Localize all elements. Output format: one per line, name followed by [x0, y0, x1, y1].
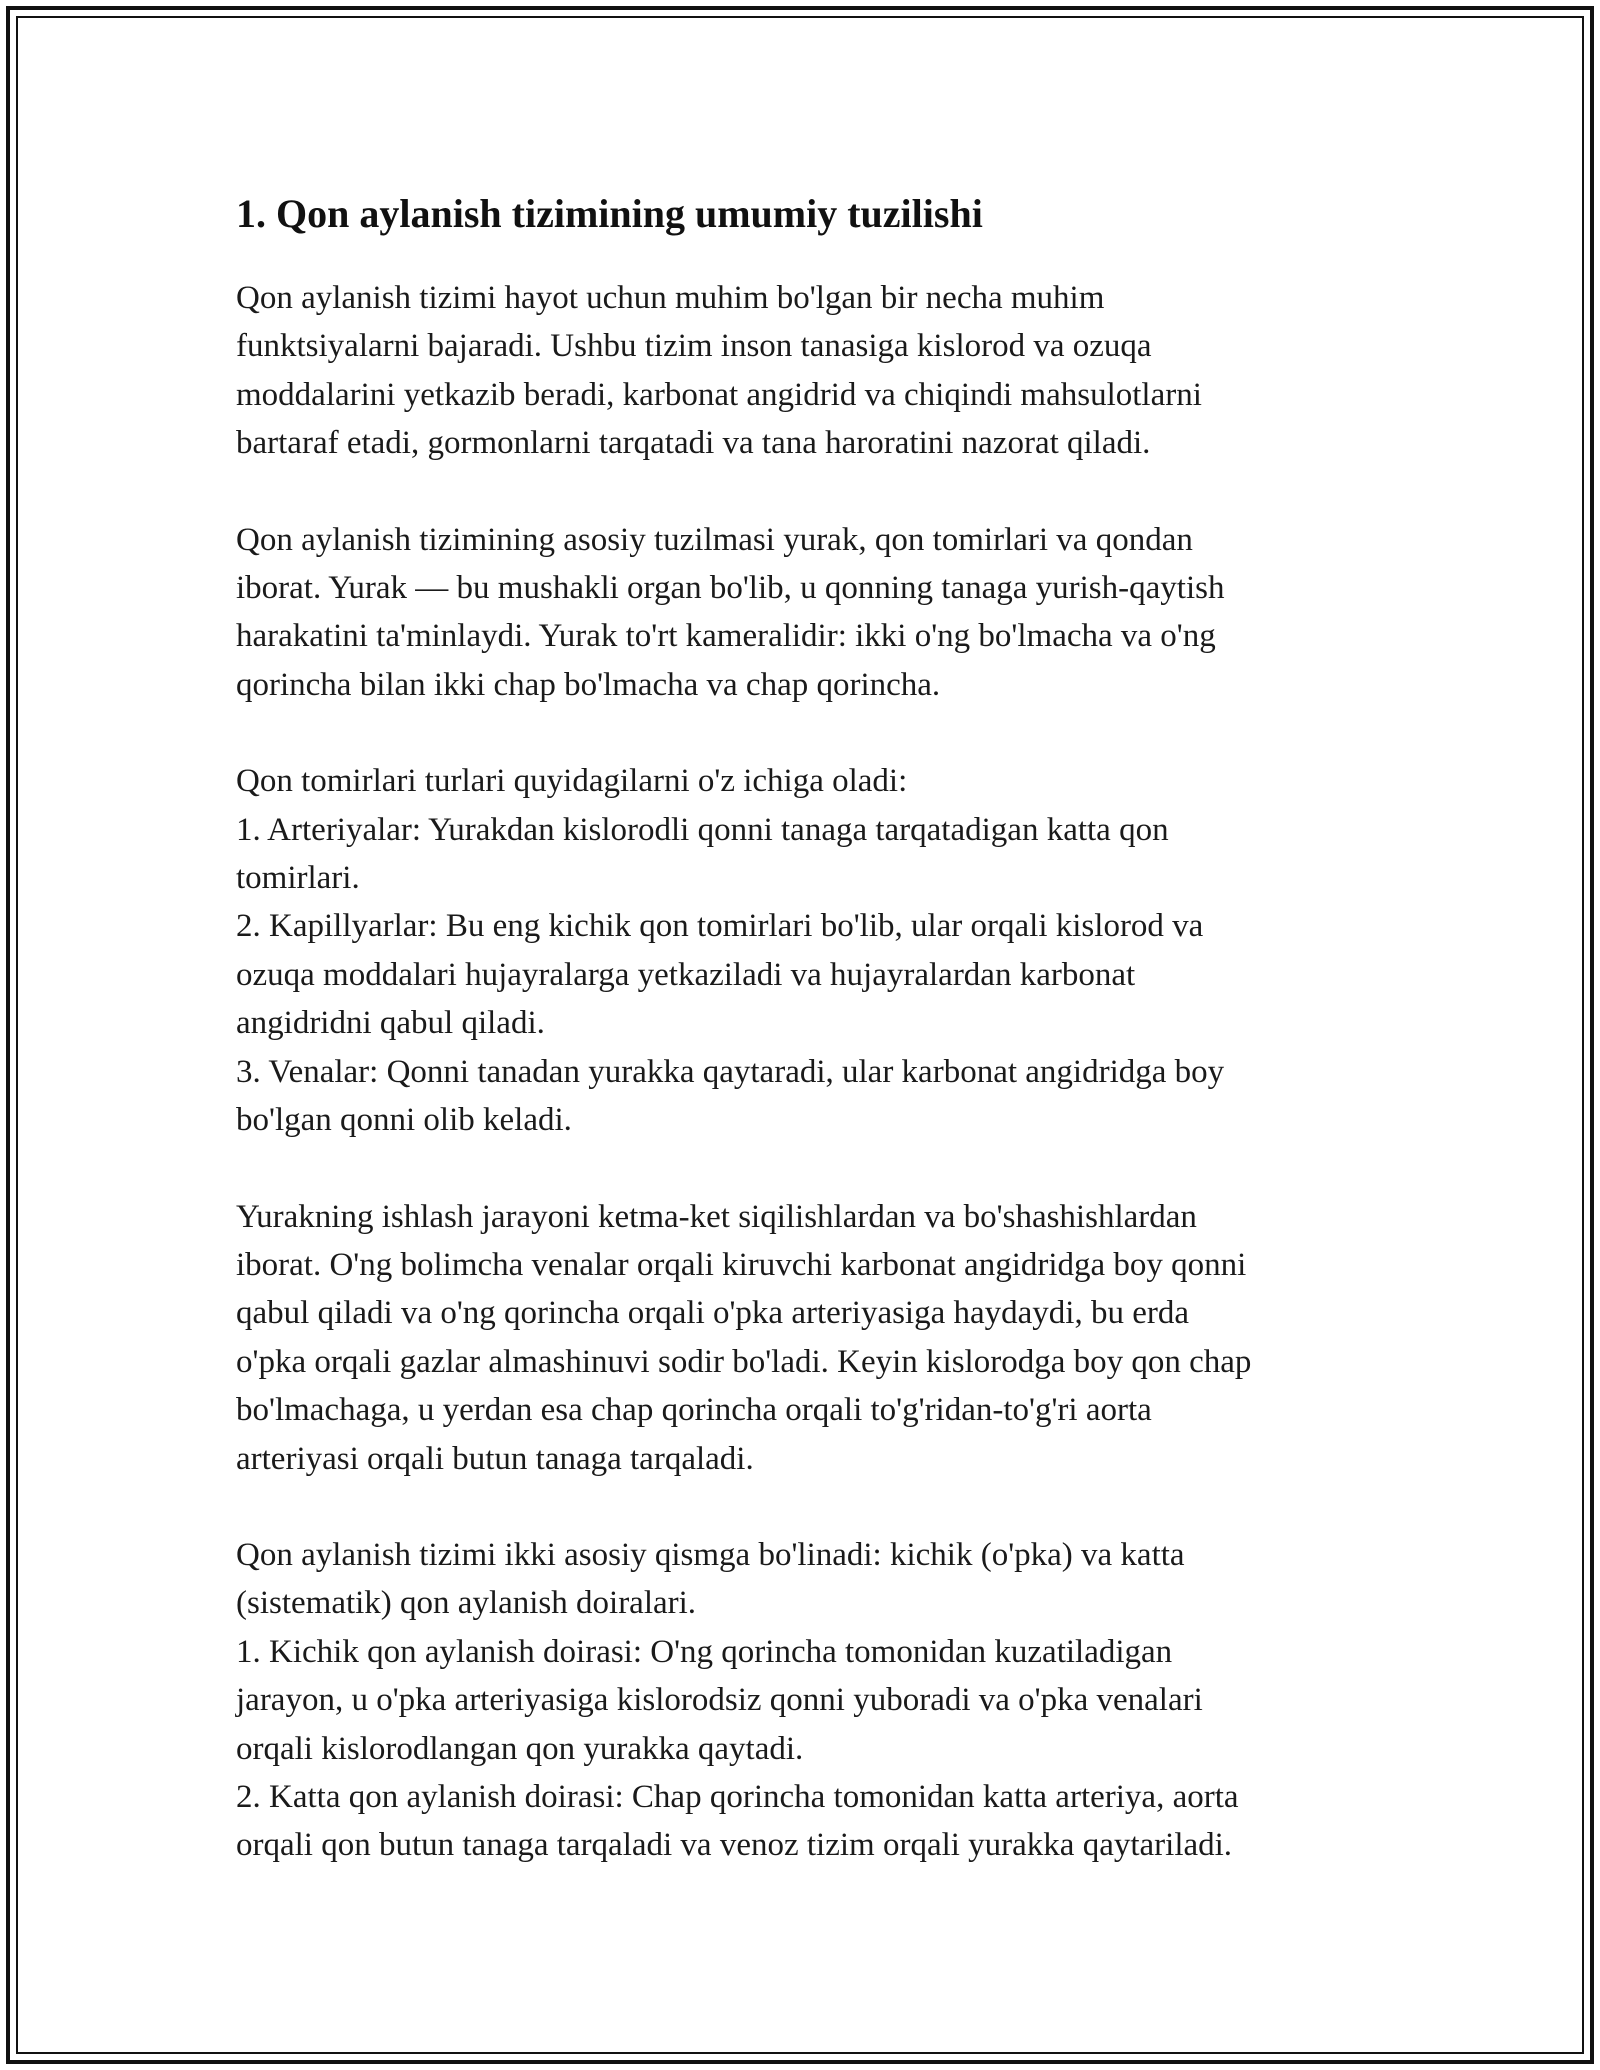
paragraph: [236, 516, 1386, 710]
text-line: Yurakning ishlash jarayoni ketma-ket siqilishlardan va bo'shashishlardan: [236, 1198, 1197, 1235]
text-line: orqali kislorodlangan qon yurakka qaytadi.: [236, 1730, 804, 1767]
paragraph: [236, 1531, 1386, 1870]
text-line: angidridni qabul qiladi.: [236, 1005, 545, 1042]
text-line: 2. Kapillyarlar: Bu eng kichik qon tomirlari bo'lib, ular orqali kislorod va: [236, 908, 1204, 945]
text-line: bo'lgan qonni olib keladi.: [236, 1102, 572, 1139]
paragraph-list: [236, 274, 1386, 1870]
text-line: bo'lmachaga, u yerdan esa chap qorincha orqali to'g'ridan-to'g'ri aorta: [236, 1392, 1152, 1429]
text-line: bartaraf etadi, gormonlarni tarqatadi va tana haroratini nazorat qiladi.: [236, 425, 1151, 462]
text-line: jarayon, u o'pka arteriyasiga kislorodsiz qonni yuboradi va o'pka venalari: [236, 1682, 1203, 1719]
text-line: Qon tomirlari turlari quyidagilarni o'z ichiga oladi:: [236, 763, 908, 800]
document-body: [236, 188, 1386, 1918]
paragraph: [236, 757, 1386, 1144]
text-line: o'pka orqali gazlar almashinuvi sodir bo'ladi. Keyin kislorodga boy qon chap: [236, 1343, 1252, 1380]
text-line: orqali qon butun tanaga tarqaladi va venoz tizim orqali yurakka qaytariladi.: [236, 1827, 1233, 1864]
text-line: Qon aylanish tizimi hayot uchun muhim bo'lgan bir necha muhim: [236, 280, 1105, 316]
text-line: qabul qiladi va o'ng qorincha orqali o'pka arteriyasiga haydaydi, bu erda: [236, 1295, 1189, 1332]
paragraph: [236, 274, 1386, 468]
text-line: Qon aylanish tizimining asosiy tuzilmasi yurak, qon tomirlari va qondan: [236, 521, 1193, 558]
text-line: ozuqa moddalari hujayralarga yetkaziladi va hujayralardan karbonat: [236, 956, 1136, 993]
text-line: 1. Kichik qon aylanish doirasi: O'ng qorincha tomonidan kuzatiladigan: [236, 1633, 1173, 1670]
text-line: tomirlari.: [236, 860, 360, 897]
text-line: iborat. Yurak — bu mushakli organ bo'lib, u qonning tanaga yurish-qaytish: [236, 570, 1225, 607]
text-line: iborat. O'ng bolimcha venalar orqali kiruvchi karbonat angidridga boy qonni: [236, 1246, 1247, 1283]
text-line: 3. Venalar: Qonni tanadan yurakka qaytaradi, ular karbonat angidridga boy: [236, 1053, 1225, 1090]
text-line: qorincha bilan ikki chap bo'lmacha va chap qorincha.: [236, 666, 941, 703]
document-title: 1. Qon aylanish tizimining umumiy tuzilishi: [236, 191, 983, 236]
text-line: arteriyasi orqali butun tanaga tarqaladi.: [236, 1440, 754, 1477]
text-line: 1. Arteriyalar: Yurakdan kislorodli qonni tanaga tarqatadigan katta qon: [236, 811, 1169, 848]
paragraph: [236, 1193, 1386, 1483]
text-line: (sistematik) qon aylanish doiralari.: [236, 1585, 697, 1622]
text-line: harakatini ta'minlaydi. Yurak to'rt kameralidir: ikki o'ng bo'lmacha va o'ng: [236, 618, 1216, 655]
text-line: Qon aylanish tizimi ikki asosiy qismga bo'linadi: kichik (o'pka) va katta: [236, 1536, 1185, 1573]
text-line: 2. Katta qon aylanish doirasi: Chap qorincha tomonidan katta arteriya, aorta: [236, 1778, 1239, 1815]
text-line: moddalarini yetkazib beradi, karbonat angidrid va chiqindi mahsulotlarni: [236, 376, 1202, 413]
text-line: funktsiyalarni bajaradi. Ushbu tizim inson tanasiga kislorod va ozuqa: [236, 328, 1152, 365]
